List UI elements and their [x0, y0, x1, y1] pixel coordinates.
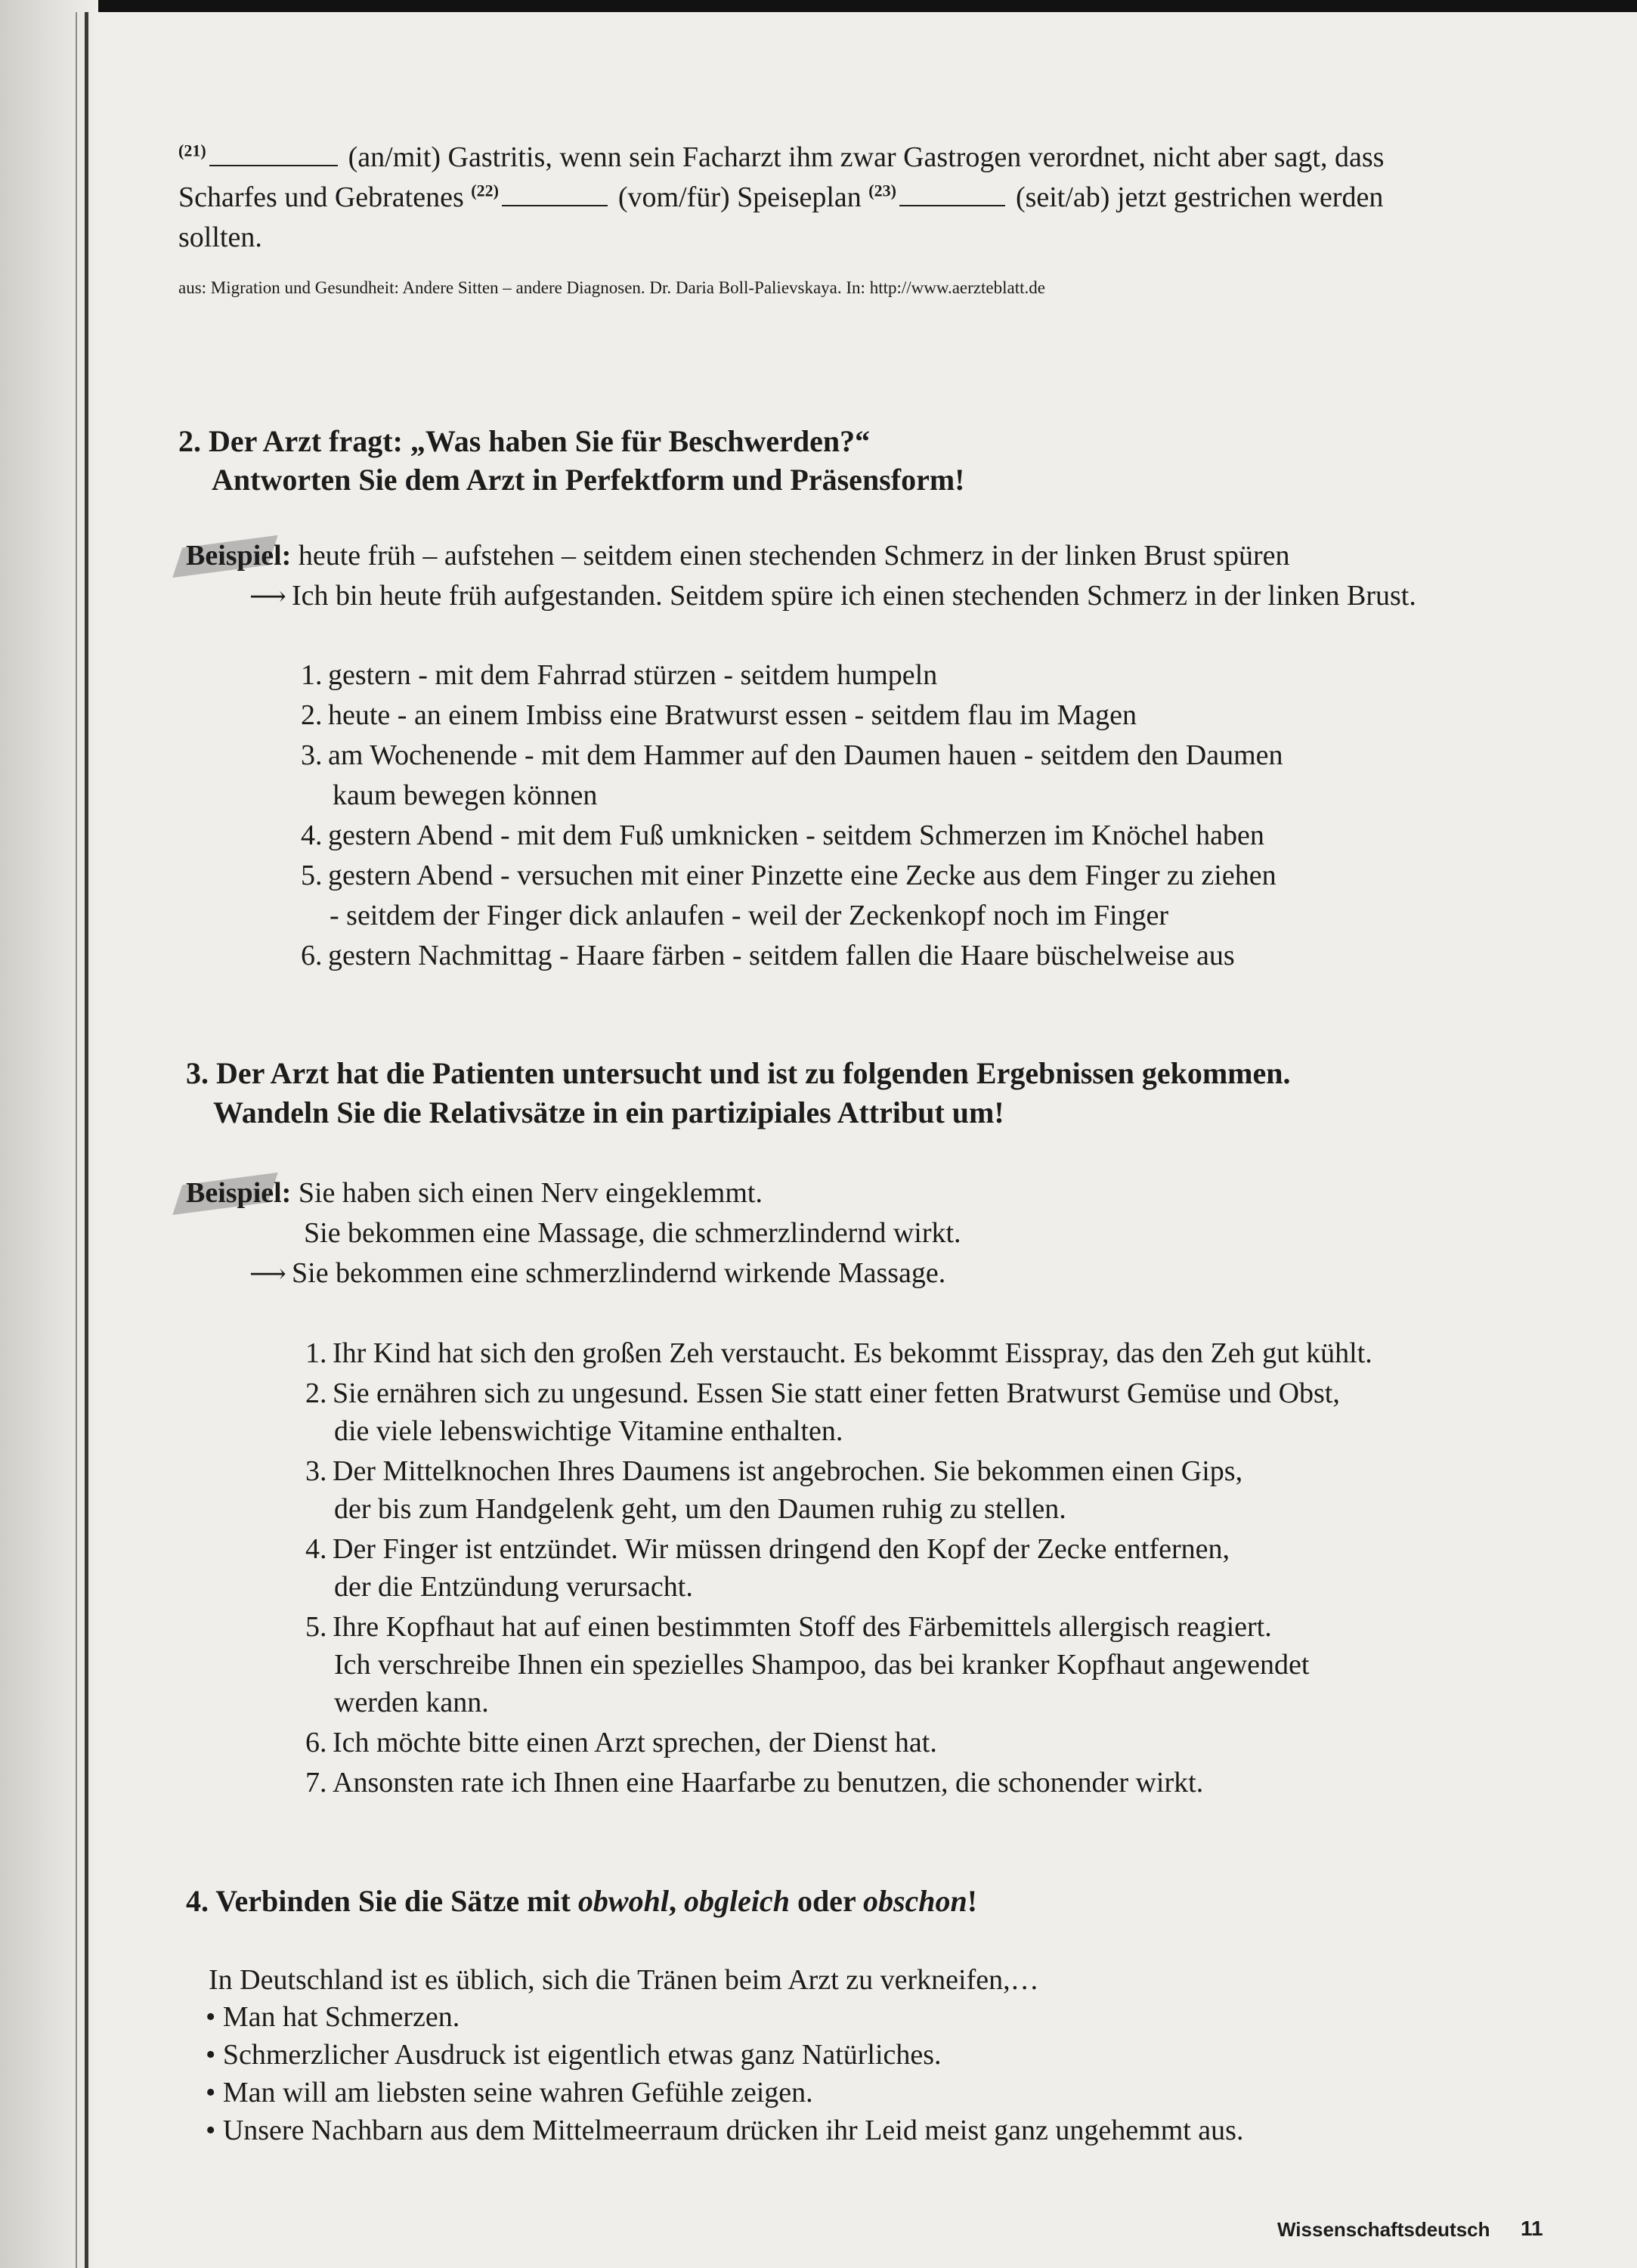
- section-3-item-1: 1. Ihr Kind hat sich den großen Zeh verstaucht. Es bekommt Eisspray, das den Zeh gut kühlt.: [305, 1337, 1372, 1369]
- fill-in-line-1: [178, 138, 1384, 176]
- section-2-item-1: 1. gestern - mit dem Fahrrad stürzen - seitdem humpeln: [301, 659, 938, 691]
- section-2-item-2: 2. heute - an einem Imbiss eine Bratwurst essen - seitdem flau im Magen: [301, 699, 1137, 731]
- gap-number-22: (22): [471, 181, 499, 200]
- section-2-instruction: Antworten Sie dem Arzt in Perfektform und Präsensform!: [212, 463, 965, 497]
- spine-line-thin: [76, 12, 77, 2268]
- section-3-instruction: Wandeln Sie die Relativsätze in ein partizipiales Attribut um!: [213, 1095, 1004, 1129]
- conjunction-obschon: obschon: [862, 1884, 967, 1918]
- section-3-heading: 3. Der Arzt hat die Patienten untersucht und ist zu folgenden Ergebnissen gekommen.: [186, 1056, 1291, 1090]
- section-2-item-3: 3. am Wochenende - mit dem Hammer auf den Daumen hauen - seitdem den Daumen: [301, 739, 1283, 771]
- conjunction-obgleich: obgleich: [683, 1884, 790, 1918]
- fill-in-line-2: [178, 178, 1383, 216]
- section-4-bullet-1: • Man hat Schmerzen.: [206, 2001, 460, 2033]
- section-3-item-3-cont: der bis zum Handgelenk geht, um den Daumen ruhig zu stellen.: [334, 1493, 1066, 1525]
- section-2-example: [186, 537, 1289, 575]
- section-4-bullet-2: • Schmerzlicher Ausdruck ist eigentlich etwas ganz Natürliches.: [206, 2039, 942, 2071]
- section-3-answer: [249, 1254, 945, 1294]
- section-4-bullet-3: • Man will am liebsten seine wahren Gefühle zeigen.: [206, 2077, 813, 2108]
- arrow-icon: ⟶: [249, 1260, 286, 1288]
- section-3-example-2: Sie bekommen eine Massage, die schmerzlindernd wirkt.: [304, 1217, 961, 1249]
- example-sentence-1: Sie haben sich einen Nerv eingeklemmt.: [298, 1177, 763, 1209]
- fill-in-text-2b: (vom/für) Speiseplan: [617, 181, 862, 213]
- conjunction-obwohl: obwohl: [577, 1884, 669, 1918]
- bullet-icon: •: [206, 2039, 216, 2071]
- example-answer: Sie bekommen eine schmerzlindernd wirkende Massage.: [292, 1257, 946, 1289]
- gap-22[interactable]: [502, 204, 608, 206]
- section-3-item-5-cont-2: werden kann.: [334, 1687, 489, 1718]
- fill-in-text-2c: (seit/ab) jetzt gestrichen werden: [1015, 181, 1384, 213]
- beispiel-label: Beispiel:: [186, 1177, 291, 1209]
- section-2-heading: 2. Der Arzt fragt: „Was haben Sie für Beschwerden?“: [178, 424, 871, 458]
- book-spine-shadow: [0, 0, 98, 2268]
- fill-in-text-2a: Scharfes und Gebratenes: [178, 181, 464, 213]
- section-3-item-6: 6. Ich möchte bitte einen Arzt sprechen, der Dienst hat.: [305, 1727, 937, 1758]
- bullet-icon: •: [206, 2001, 216, 2033]
- fill-in-text-1: (an/mit) Gastritis, wenn sein Facharzt ihm zwar Gastrogen verordnet, nicht aber sagt, dass: [348, 141, 1385, 173]
- page-top-edge: [0, 0, 1637, 12]
- section-3-item-7: 7. Ansonsten rate ich Ihnen eine Haarfarbe zu benutzen, die schonender wirkt.: [305, 1767, 1204, 1799]
- gap-23[interactable]: [899, 204, 1005, 206]
- section-3-item-2-cont: die viele lebenswichtige Vitamine enthalten.: [334, 1415, 843, 1447]
- section-3-item-4: 4. Der Finger ist entzündet. Wir müssen dringend den Kopf der Zecke entfernen,: [305, 1533, 1230, 1565]
- section-3-example-1: [186, 1174, 763, 1212]
- footer-title: Wissenschaftsdeutsch: [1277, 2218, 1490, 2241]
- page-number: 11: [1521, 2217, 1543, 2240]
- section-3-item-3: 3. Der Mittelknochen Ihres Daumens ist angebrochen. Sie bekommen einen Gips,: [305, 1455, 1243, 1487]
- fill-in-line-3: sollten.: [178, 222, 262, 253]
- section-4-bullet-4: • Unsere Nachbarn aus dem Mittelmeerraum drücken ihr Leid meist ganz ungehemmt aus.: [206, 2115, 1244, 2146]
- arrow-icon: ⟶: [249, 583, 286, 611]
- source-citation: aus: Migration und Gesundheit: Andere Sitten – andere Diagnosen. Dr. Daria Boll-Palievskaya. In: http://www.aerzteblatt.de: [178, 278, 1045, 297]
- example-prompt: heute früh – aufstehen – seitdem einen stechenden Schmerz in der linken Brust spüren: [298, 540, 1290, 572]
- section-2-item-3-cont: kaum bewegen können: [333, 779, 598, 811]
- spine-line: [85, 12, 88, 2268]
- section-4-heading: 4. Verbinden Sie die Sätze mit obwohl, obgleich oder obschon!: [186, 1884, 978, 1918]
- section-4-intro: In Deutschland ist es üblich, sich die Tränen beim Arzt zu verkneifen,…: [209, 1964, 1039, 1996]
- bullet-icon: •: [206, 2115, 216, 2146]
- section-2-item-6: 6. gestern Nachmittag - Haare färben - seitdem fallen die Haare büschelweise aus: [301, 940, 1235, 971]
- bullet-icon: •: [206, 2077, 216, 2108]
- gap-number-23: (23): [868, 181, 896, 200]
- section-3-item-2: 2. Sie ernähren sich zu ungesund. Essen Sie statt einer fetten Bratwurst Gemüse und Obst,: [305, 1377, 1340, 1409]
- section-3-item-4-cont: der die Entzündung verursacht.: [334, 1571, 693, 1603]
- section-2-answer: [249, 577, 1416, 616]
- section-3-item-5-cont: Ich verschreibe Ihnen ein spezielles Shampoo, das bei kranker Kopfhaut angewendet: [334, 1649, 1310, 1681]
- section-2-item-4: 4. gestern Abend - mit dem Fuß umknicken - seitdem Schmerzen im Knöchel haben: [301, 820, 1264, 851]
- gap-21[interactable]: [209, 164, 338, 166]
- example-answer: Ich bin heute früh aufgestanden. Seitdem spüre ich einen stechenden Schmerz in der linken Brust.: [292, 580, 1416, 612]
- gap-number-21: (21): [178, 141, 206, 160]
- beispiel-label: Beispiel:: [186, 540, 291, 572]
- section-3-item-5: 5. Ihre Kopfhaut hat auf einen bestimmten Stoff des Färbemittels allergisch reagiert.: [305, 1611, 1272, 1643]
- section-2-item-5: 5. gestern Abend - versuchen mit einer Pinzette eine Zecke aus dem Finger zu ziehen: [301, 860, 1276, 891]
- section-2-item-5-cont: - seitdem der Finger dick anlaufen - weil der Zeckenkopf noch im Finger: [330, 900, 1169, 931]
